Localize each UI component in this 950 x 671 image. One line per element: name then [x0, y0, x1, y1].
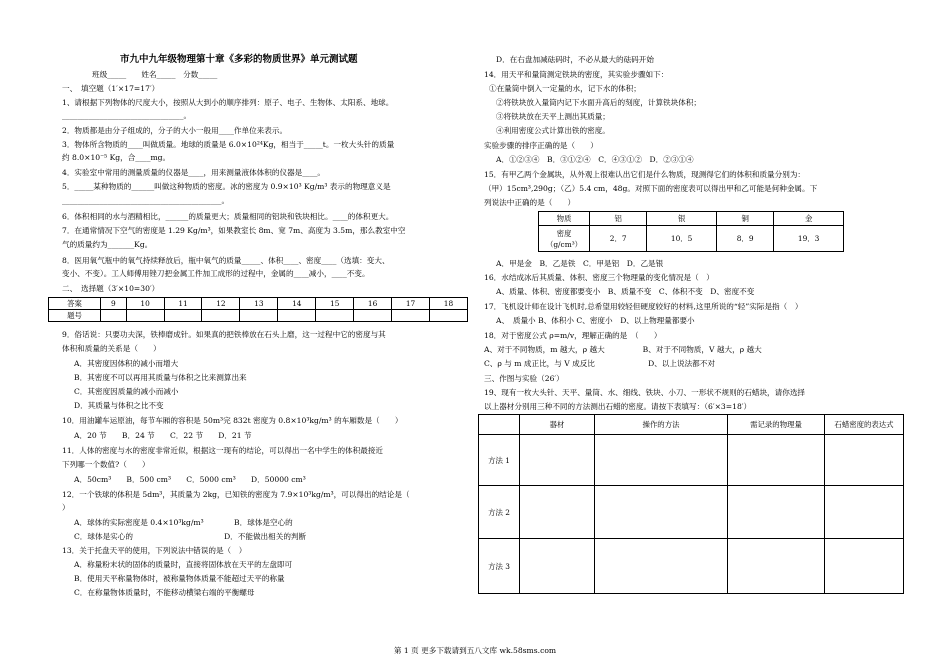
answer-grid-cell: 16: [354, 298, 392, 310]
methods-row: [479, 539, 904, 594]
method-blank-cell[interactable]: [595, 435, 728, 486]
density-header-cell: 银: [647, 212, 717, 226]
question-13-option-d: D．在右盘加减砝码时，不必从最大的砝码开始: [496, 55, 654, 64]
question-19-line-1: 19、现有一枚大头针、天平、量筒、水、细线、铁块、小刀、一形状不规则的石蜡块，请你选择: [484, 388, 806, 397]
question-14-prompt: 实验步骤的排序正确的是（ ）: [484, 141, 598, 150]
density-header-cell: 铜: [716, 212, 773, 226]
density-value-cell: 8．9: [716, 226, 773, 252]
density-header-cell: 物质: [539, 212, 590, 226]
answer-blank-cell[interactable]: [278, 310, 316, 322]
methods-corner-cell: [479, 415, 520, 435]
question-14-step-4: ④利用密度公式计算出铁的密度。: [496, 126, 610, 135]
question-14: 14．用天平和量筒测定铁块的密度，其实验步骤如下：: [484, 70, 669, 79]
question-3-line-1: 3．物体所含物质的____叫做质量。地球的质量是 6.0×10²⁴Kg，相当于_____t。一枚大头针的质量: [62, 140, 395, 149]
question-9-option-c: C．其密度因质量的减小而减小: [74, 387, 179, 396]
density-label: 密度: [556, 228, 572, 238]
method-blank-cell[interactable]: [728, 435, 825, 486]
question-14-step-2: ②将铁块放入量筒内记下水面升高后的刻度，计算铁块体积；: [496, 98, 702, 107]
density-header-cell: 金: [774, 212, 844, 226]
density-table-value-row: [539, 226, 844, 252]
answer-grid-cell: 题号: [49, 310, 101, 322]
method-blank-cell[interactable]: [728, 539, 825, 594]
question-12-options-cd: C．球体是实心的 D．不能做出相关的判断: [74, 532, 307, 541]
question-12-line-1: 12．一个铁球的体积是 5dm³，其质量为 2kg，已知铁的密度为 7.9×10³kg/m³，可以得出的结论是（: [62, 490, 410, 499]
method-label-cell: 方法 1: [479, 435, 520, 486]
answer-blank-cell[interactable]: [101, 310, 127, 322]
question-17: 17．飞机设计师在设计飞机时,总希望用较轻但硬度较好的材料,这里所说的“轻”实际是指（ ）: [484, 302, 803, 311]
answer-grid-cell: 13: [240, 298, 278, 310]
methods-header-row: [479, 415, 904, 435]
answer-grid-cell: 9: [101, 298, 127, 310]
question-9-line-1: 9．俗话说：只要功夫深，铁棒磨成针。如果真的把铁棒放在石头上磨，这一过程中它的密度与其: [62, 330, 386, 339]
question-6: 6．体积相同的水与酒精相比，______的质量更大；质量相同的铝块和铁块相比。____的体积更大。: [62, 212, 394, 221]
page-title: 市九中九年级物理第十章《多彩的物质世界》单元测试题: [120, 54, 358, 65]
question-11-options: A．50cm³ B．500 cm³ C．5000 cm³ D．50000 cm³: [74, 475, 306, 484]
answer-grid-cell: 12: [202, 298, 240, 310]
answer-grid-cell: 14: [278, 298, 316, 310]
answer-blank-cell[interactable]: [202, 310, 240, 322]
answer-blank-cell[interactable]: [430, 310, 468, 322]
question-12-options-ab: A．球体的实际密度是 0.4×10³kg/m³ B．球体是空心的: [74, 518, 293, 527]
method-label-cell: 方法 3: [479, 539, 520, 594]
density-label-cell: [539, 226, 590, 252]
question-18: 18．对于密度公式 ρ=m/v，理解正确的是 （ ）: [484, 331, 662, 340]
question-2: 2．物质都是由分子组成的，分子的大小一般用____作单位来表示。: [62, 126, 288, 135]
question-16-options: A、质量、体积、密度都要变小 B、质量不变 C、体积不变 D、密度不变: [496, 287, 755, 296]
question-4: 4．实验室中常用的测量质量的仪器是____，用来测量液体体积的仪器是____。: [62, 168, 326, 177]
question-16: 16．水结成冰后其质量、体积、密度三个物理量的变化情况是（ ）: [484, 273, 714, 282]
section-experiment-heading: 三、作图与实验（26′）: [484, 374, 564, 383]
question-12-line-2: ）: [62, 503, 70, 512]
method-blank-cell[interactable]: [825, 539, 904, 594]
question-15-options: A．甲是金 B．乙是铁 C．甲是铝 D．乙是银: [496, 259, 664, 268]
question-11-line-1: 11．人体的密度与水的密度非常近似，根据这一现有的结论，可以得出一名中学生的体积最接近: [62, 446, 384, 455]
density-unit: （g/cm³）: [545, 239, 583, 249]
question-13-option-c: C．在称量物体质量时，不能移动横梁右端的平衡螺母: [74, 588, 255, 597]
methods-row: [479, 486, 904, 539]
question-15-line-3: 列说法中正确的是（ ）: [484, 198, 576, 207]
answer-grid-header-row: [49, 298, 468, 310]
question-11-line-2: 下列哪一个数值?（ ）: [62, 460, 150, 469]
section-choice-heading: 二、 选择题（3′×10=30′）: [62, 284, 160, 293]
question-9-line-2: 体积和质量的关系是（ ）: [62, 344, 161, 353]
density-value-cell: 2．7: [590, 226, 647, 252]
student-info-line: 班级_____ 姓名_____ 分数_____: [92, 70, 218, 79]
section-fill-blank-heading: 一、 填空题（1′×17=17′）: [62, 84, 160, 93]
question-13: 13．关于托盘天平的使用，下列说法中错误的是（ ）: [62, 546, 247, 555]
answer-blank-cell[interactable]: [126, 310, 164, 322]
method-blank-cell[interactable]: [728, 486, 825, 539]
method-blank-cell[interactable]: [825, 435, 904, 486]
answer-grid-cell: 15: [316, 298, 354, 310]
question-1-line-1: 1、请根据下列物体的尺度大小，按照从大到小的顺序排列：原子、电子、生物体、太阳系、地球。: [62, 98, 394, 107]
density-value-cell: 10．5: [647, 226, 717, 252]
density-table-header-row: [539, 212, 844, 226]
density-table: [538, 211, 844, 252]
question-15-line-1: 15．有甲乙两个金属块，从外观上很难认出它们是什么物质，现测得它们的体积和质量分别为：: [484, 170, 806, 179]
question-13-option-b: B．使用天平称量物体时，被称量物体质量不能超过天平的称量: [74, 574, 285, 583]
answer-blank-cell[interactable]: [164, 310, 202, 322]
answer-grid-answer-row: [49, 310, 468, 322]
question-7-line-1: 7．在通常情况下空气的密度是 1.29 Kg/m³，如果教室长 8m、宽 7m、高度为 3.5m，那么教室中空: [62, 226, 406, 235]
experiment-methods-table: [478, 414, 904, 594]
question-15-line-2: （甲）15cm³,290g；（乙）5.4 cm，48g。对照下面的密度表可以得出甲和乙可能是何种金属。下: [484, 184, 818, 193]
methods-header-cell: 需记录的物理量: [728, 415, 825, 435]
answer-grid-cell: 10: [126, 298, 164, 310]
answer-grid-table: [48, 297, 468, 322]
question-18-options-ab: A、对于不同物质，m 越大，ρ 越大 B、对于不同物质，V 越大，ρ 越大: [484, 345, 762, 354]
page-footer: 第 1 页 更多下载请到五八文库 wk.58sms.com: [393, 646, 557, 655]
question-5-line-2: __________________________________________。: [62, 196, 230, 205]
answer-grid-cell: 17: [392, 298, 430, 310]
answer-blank-cell[interactable]: [392, 310, 430, 322]
question-9-option-a: A．其密度因体积的减小而增大: [74, 359, 179, 368]
answer-grid-cell: 18: [430, 298, 468, 310]
method-blank-cell[interactable]: [595, 539, 728, 594]
question-10-options: A．20 节 B．24 节 C．22 节 D．21 节: [74, 431, 252, 440]
question-9-option-b: B．其密度不可以再用其质量与体积之比来测算出来: [74, 373, 247, 382]
answer-blank-cell[interactable]: [354, 310, 392, 322]
answer-grid-cell: 答案: [49, 298, 101, 310]
question-17-options: A、 质量小 B、体积小 C、密度小 D、以上物理量都要小: [496, 316, 695, 325]
method-blank-cell[interactable]: [520, 486, 595, 539]
density-header-cell: 铝: [590, 212, 647, 226]
method-blank-cell[interactable]: [520, 435, 595, 486]
methods-header-cell: 操作的方法: [595, 415, 728, 435]
method-blank-cell[interactable]: [520, 539, 595, 594]
question-8-line-1: 8．医用氧气瓶中的氧气持续释放后，瓶中氧气的质量_____、体积____、密度____（选填：变大、: [62, 256, 390, 265]
answer-blank-cell[interactable]: [240, 310, 278, 322]
question-19-line-2: 以上器材分别用三种不同的方法测出石蜡的密度。请按下表填写：（6′×3=18′）: [484, 402, 752, 411]
method-blank-cell[interactable]: [825, 486, 904, 539]
question-9-option-d: D．其质量与体积之比不变: [74, 401, 164, 410]
question-18-options-cd: C、ρ 与 m 成正比，与 V 成反比 D、以上说法都不对: [484, 359, 715, 368]
question-14-step-3: ③将铁块放在天平上测出其质量；: [496, 112, 610, 121]
question-5-line-1: 5．_____某种物质的______叫做这种物质的密度。冰的密度为 0.9×10³ Kg/m³ 表示的物理意义是: [62, 182, 391, 191]
question-7-line-2: 气的质量约为_______Kg。: [62, 240, 153, 249]
question-3-line-2: 约 8.0×10⁻⁵ Kg，合____mg。: [62, 153, 171, 162]
density-value-cell: 19．3: [774, 226, 844, 252]
answer-blank-cell[interactable]: [316, 310, 354, 322]
question-1-line-2: ________________________________。: [62, 111, 192, 120]
question-10-line-1: 10．用油罐车运原油，每节车厢的容积是 50m³完 832t 密度为 0.8×10³kg/m³ 的车厢数是（ ）: [62, 416, 403, 425]
methods-header-cell: 石蜡密度的表达式: [825, 415, 904, 435]
answer-grid-cell: 11: [164, 298, 202, 310]
question-8-line-2: 变小、不变）。工人师傅用锉刀把金属工件加工成形的过程中，金属的____减小，____不变。: [62, 269, 370, 278]
question-13-option-a: A．称量粉末状的固体的质量时，直接将固体放在天平的左盘即可: [74, 560, 293, 569]
method-label-cell: 方法 2: [479, 486, 520, 539]
question-14-options: A．①②③④ B．③①②④ C．④③①② D．②③①④: [496, 155, 694, 164]
methods-row: [479, 435, 904, 486]
methods-header-cell: 器材: [520, 415, 595, 435]
question-14-step-1: ①在量筒中倒入一定量的水，记下水的体积；: [489, 84, 641, 93]
method-blank-cell[interactable]: [595, 486, 728, 539]
